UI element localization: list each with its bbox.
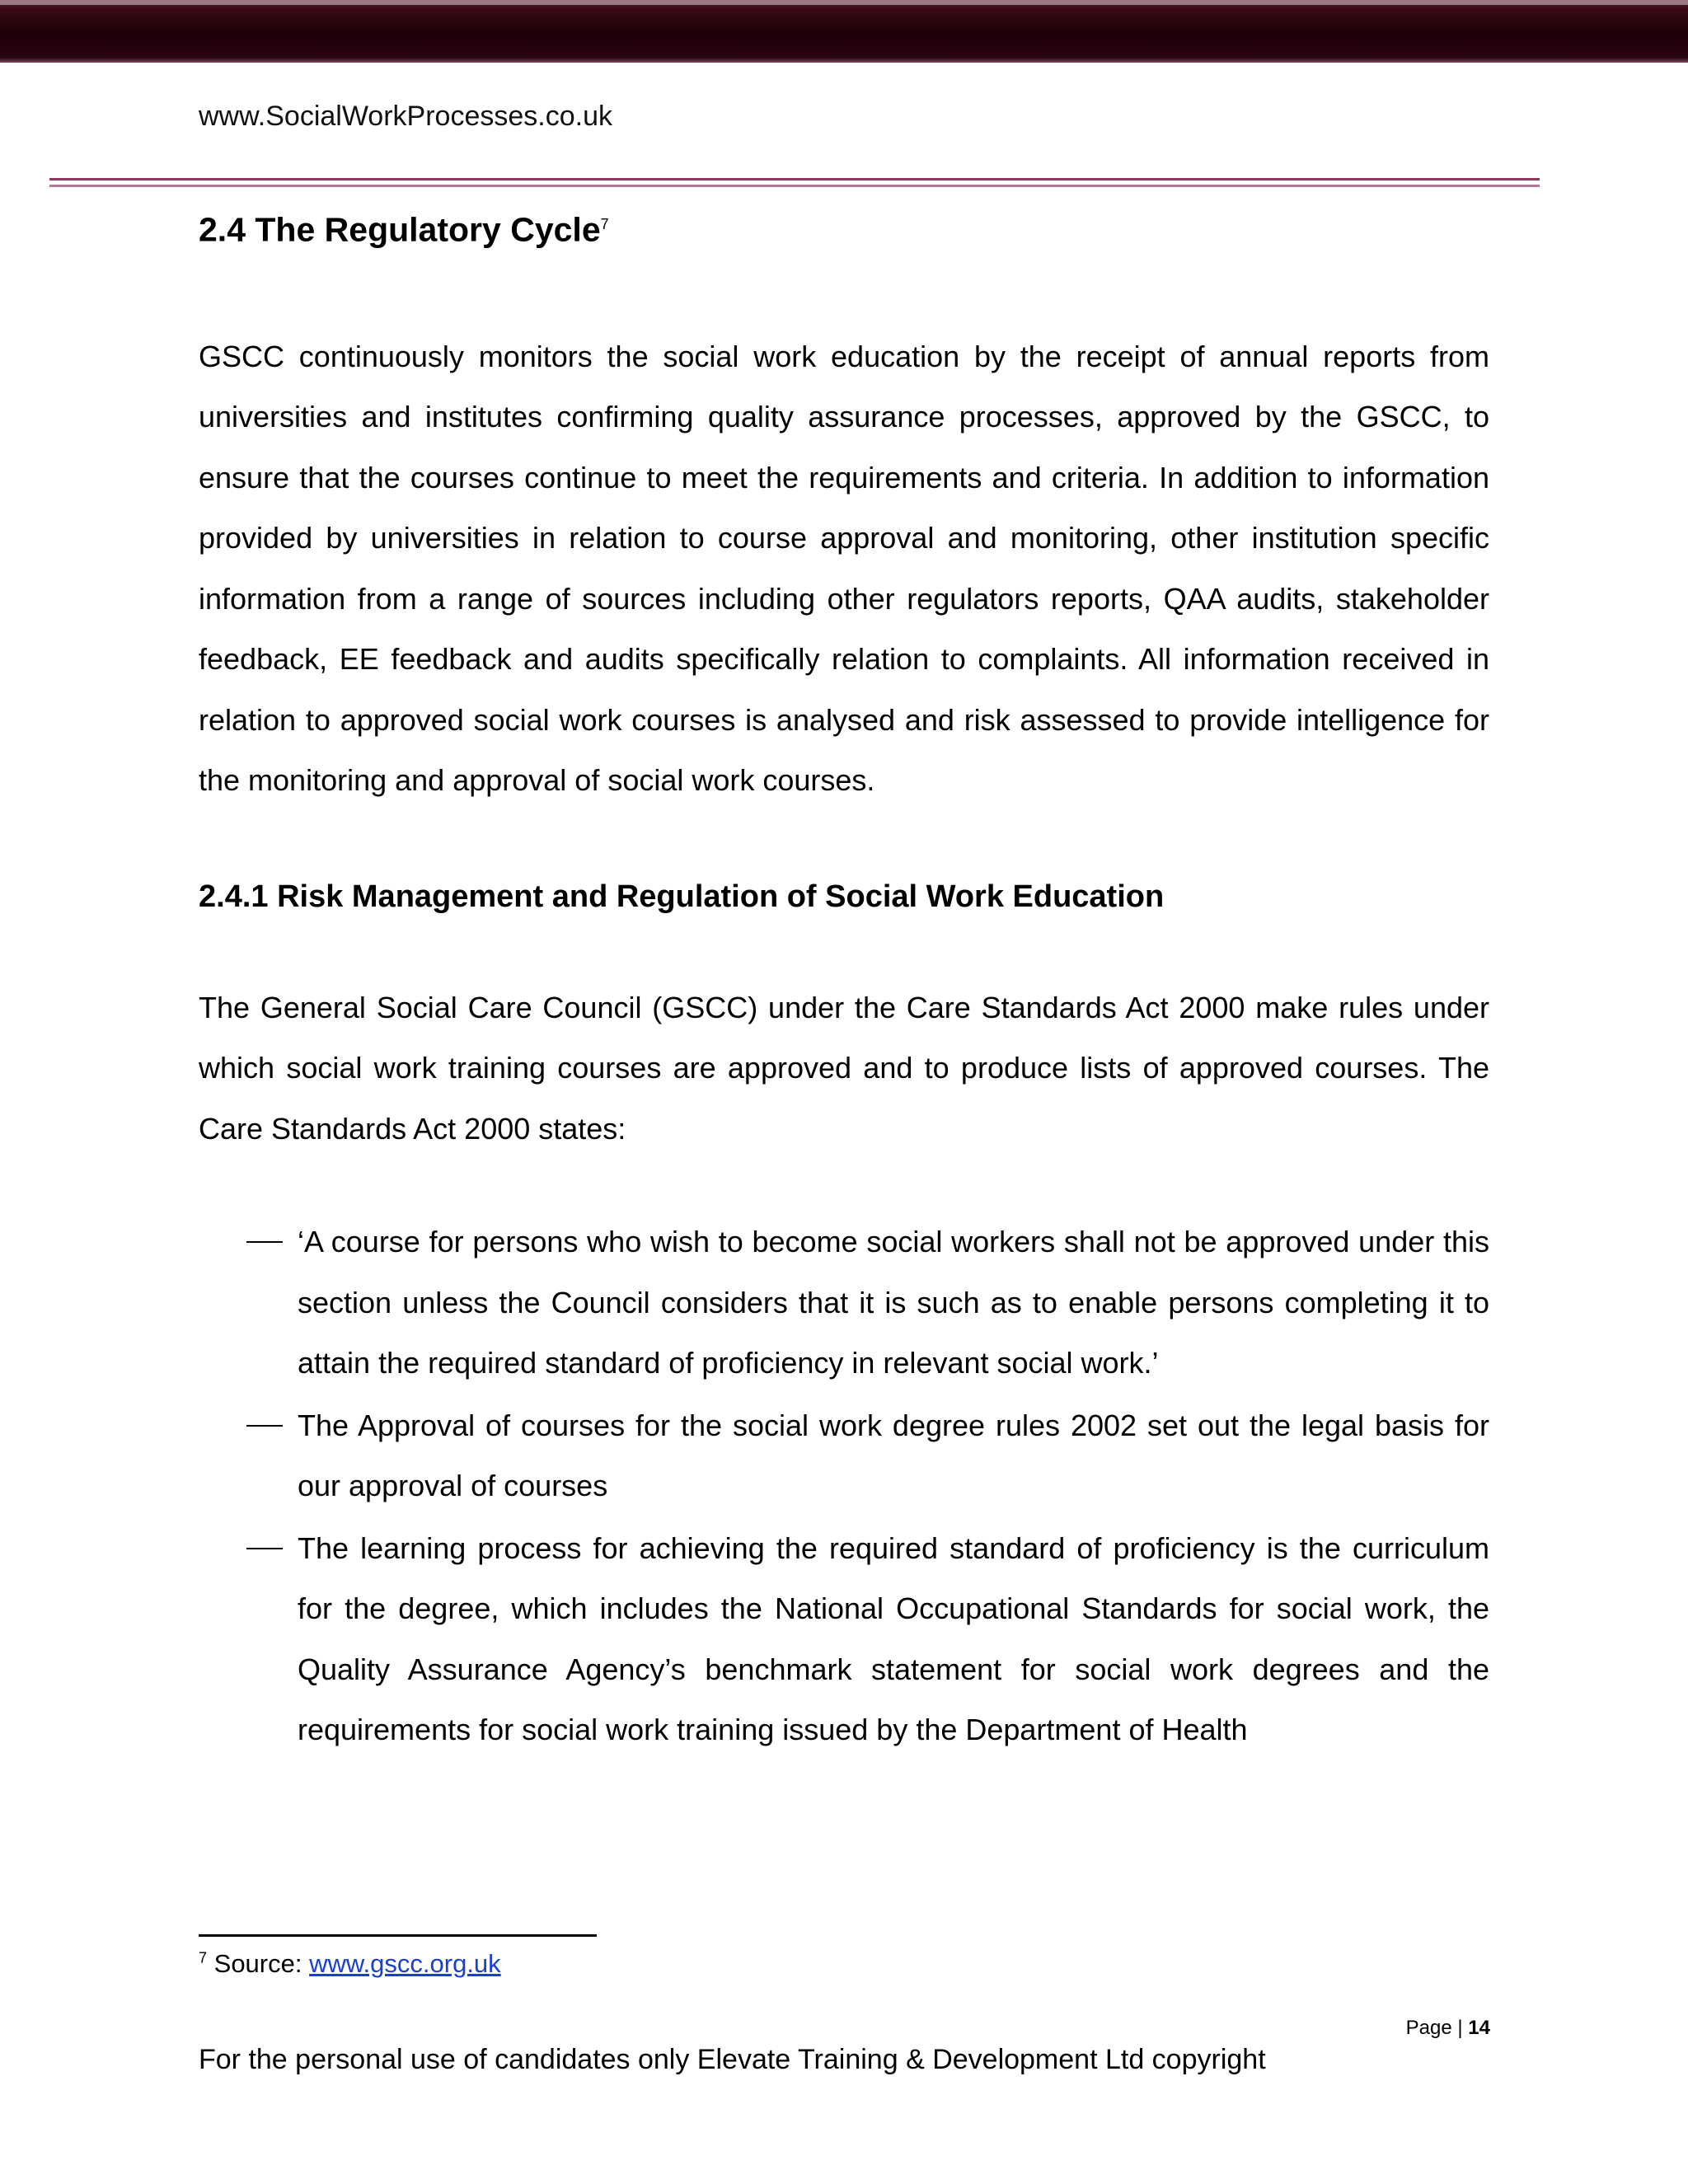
header-divider-secondary [49,185,1540,187]
footnote-number: 7 [199,1949,208,1966]
header-band [0,0,1688,63]
bullet-list [199,1212,1489,1760]
list-item [199,1518,1489,1760]
page-content [199,199,1489,1762]
footnote-reference: 7 [600,216,609,232]
footnote [199,1949,501,1979]
dash-bullet-icon [246,1425,283,1427]
page-number [1406,2017,1490,2040]
page-label: Page | [1405,2017,1469,2039]
list-item-text: The learning process for achieving the required standard of proficiency is the curriculum for the degree, which includes the National Occupational Standards for social work, the Quality Assurance Agency’s benchmark statement for social work degrees and the requirements for social work training issued by the Department of Health [298,1530,1489,1747]
copyright-notice: For the personal use of candidates only Elevate Training & Development Ltd copyright [199,2044,1266,2075]
footnote-link[interactable]: www.gscc.org.uk [309,1949,501,1978]
subsection-title: 2.4.1 Risk Management and Regulation of Social Work Education [199,879,1165,914]
header-band-edge [0,0,1688,5]
list-item [199,1395,1489,1516]
section-title-text: 2.4 The Regulatory Cycle [199,210,601,249]
regulatory-cycle-paragraph: GSCC continuously monitors the social work education by the receipt of annual reports from universities and institutes confirming quality assurance processes, approved by the GSCC, to ensure that the courses continue to meet the requirements and criteria. In addition to information provided by universities in relation to course approval and monitoring, other institution specific information from a range of sources including other regulators reports, QAA audits, stakeholder feedback, EE feedback and audits specifically relation to complaints. All information received in relation to approved social work courses is analysed and risk assessed to provide intelligence for the monitoring and approval of social work courses. [199,339,1489,798]
site-url: www.SocialWorkProcesses.co.uk [199,101,612,132]
list-item-text: The Approval of courses for the social work degree rules 2002 set out the legal basis for our approval of courses [298,1408,1489,1503]
page-number-value: 14 [1468,2017,1490,2039]
risk-management-paragraph: The General Social Care Council (GSCC) under the Care Standards Act 2000 make rules under which social work training courses are approved and to produce lists of approved courses. The Care Standards Act 2000 states: [199,990,1489,1146]
dash-bullet-icon [246,1241,283,1243]
section-title [199,199,1489,255]
list-item [199,1212,1489,1394]
header-divider [49,178,1540,180]
footnote-separator [199,1934,597,1937]
footnote-label: Source: [213,1949,310,1978]
dash-bullet-icon [246,1548,283,1549]
list-item-text: ‘A course for persons who wish to become social workers shall not be approved under this section unless the Council considers that it is such as to enable persons completing it to attain the required standard of proficiency in relevant social work.’ [298,1225,1489,1380]
